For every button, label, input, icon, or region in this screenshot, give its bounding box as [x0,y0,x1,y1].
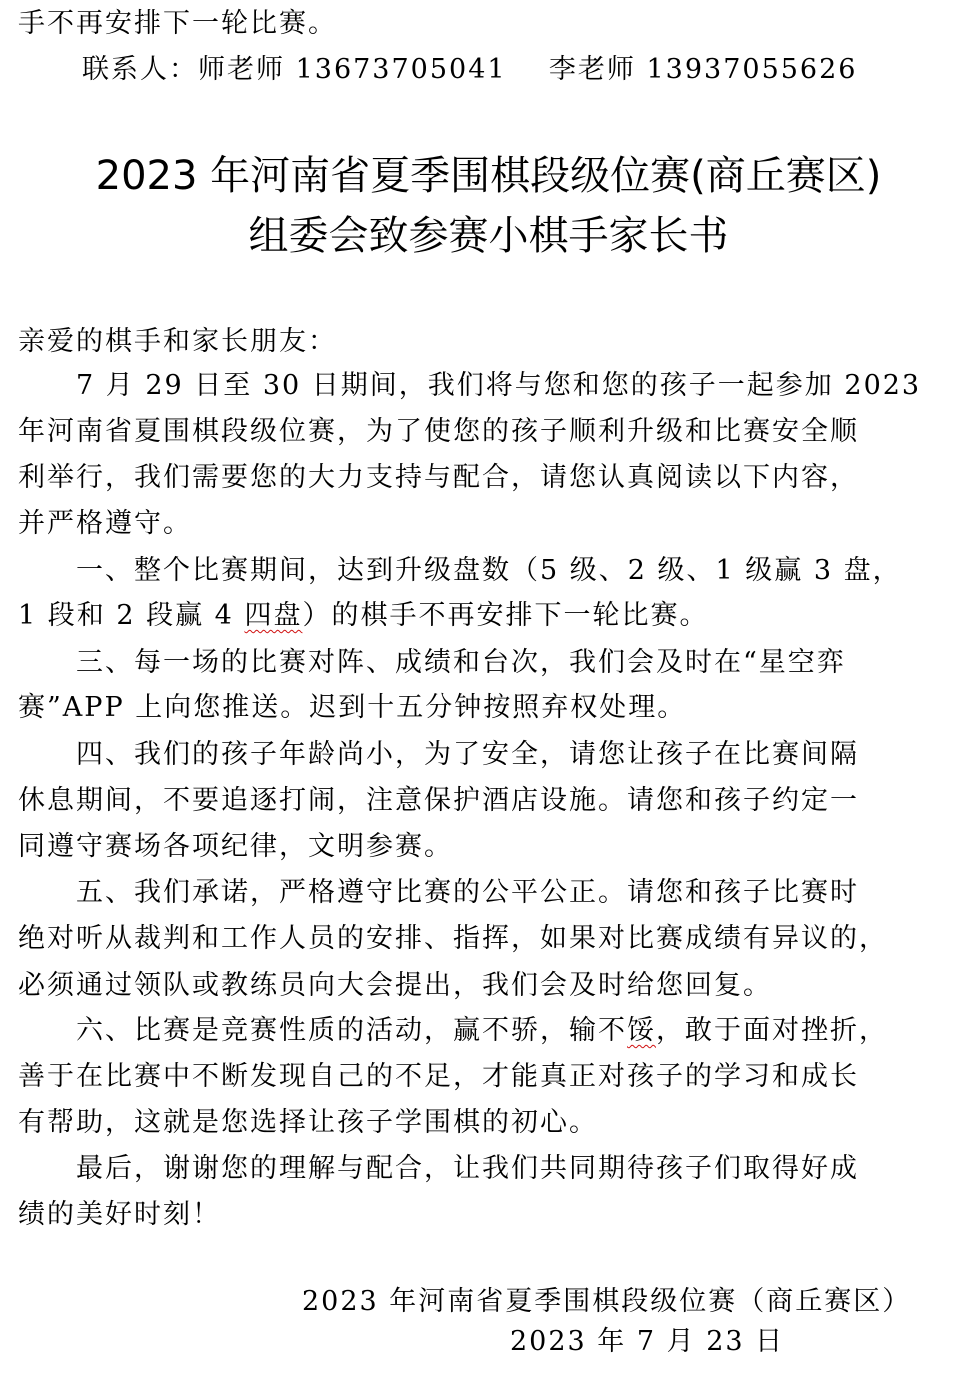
document-title-line1: 2023 年河南省夏季围棋段级位赛(商丘赛区) [95,153,882,199]
item5-line-3: 必须通过领队或教练员向大会提出，我们会及时给您回复。 [18,970,772,1001]
contact-line [82,52,857,88]
intro-line-2: 年河南省夏围棋段级位赛，为了使您的孩子顺利升级和比赛安全顺 [18,416,859,447]
item1-line-1: 一、整个比赛期间，达到升级盘数（5 级、2 级、1 级赢 3 盘， [76,555,902,586]
signature-organizer: 2023 年河南省夏季围棋段级位赛（商丘赛区） [302,1286,912,1317]
item1-line-2-end: ）的棋手不再安排下一轮比赛。 [302,600,709,631]
item5-line-1: 五、我们承诺，严格遵守比赛的公平公正。请您和孩子比赛时 [76,877,859,908]
item4-line-2: 休息期间，不要追逐打闹，注意保护酒店设施。请您和孩子约定一 [18,785,859,816]
salutation: 亲爱的棋手和家长朋友： [18,326,337,357]
signature-date: 2023 年 7 月 23 日 [510,1326,785,1357]
intro-line-3: 利举行，我们需要您的大力支持与配合，请您认真阅读以下内容， [18,462,859,493]
previous-page-tail: 手不再安排下一轮比赛。 [18,8,337,39]
item4-line-1: 四、我们的孩子年龄尚小，为了安全，请您让孩子在比赛间隔 [76,739,859,770]
contact-label: 联系人： [82,54,198,85]
intro-line-1: 7 月 29 日至 30 日期间，我们将与您和您的孩子一起参加 2023 [76,370,922,401]
item6-line-1 [76,1013,888,1049]
item3-line-2: 赛”APP 上向您推送。迟到十五分钟按照弃权处理。 [18,692,687,723]
contact2-name: 李老师 [548,54,636,85]
closing-line-1: 最后，谢谢您的理解与配合，让我们共同期待孩子们取得好成 [76,1153,859,1184]
contact1-phone: 13673705041 [295,54,507,85]
closing-line-2: 绩的美好时刻！ [18,1199,221,1230]
spellcheck-marked-text: 四盘 [244,600,303,631]
item6-line-1-start: 六、比赛是竞赛性质的活动，赢不骄，输不 [76,1015,627,1046]
contact1-name: 师老师 [198,54,285,85]
item6-line-1-end: ，敢于面对挫折， [656,1015,888,1046]
spellcheck-marked-char: 馁 [627,1015,656,1046]
item6-line-3: 有帮助，这就是您选择让孩子学围棋的初心。 [18,1107,598,1138]
document-title-line2: 组委会致参赛小棋手家长书 [248,213,729,259]
contact2-phone: 13937055626 [646,54,858,85]
intro-line-4: 并严格遵守。 [18,508,192,539]
item5-line-2: 绝对听从裁判和工作人员的安排、指挥，如果对比赛成绩有异议的， [18,923,888,954]
item1-line-2-start: 1 段和 2 段赢 4 [18,600,245,631]
item3-line-1: 三、每一场的比赛对阵、成绩和台次，我们会及时在“星空弈 [76,647,846,678]
item4-line-3: 同遵守赛场各项纪律，文明参赛。 [18,831,453,862]
item1-line-2 [18,598,708,634]
item6-line-2: 善于在比赛中不断发现自己的不足，才能真正对孩子的学习和成长 [18,1061,859,1092]
